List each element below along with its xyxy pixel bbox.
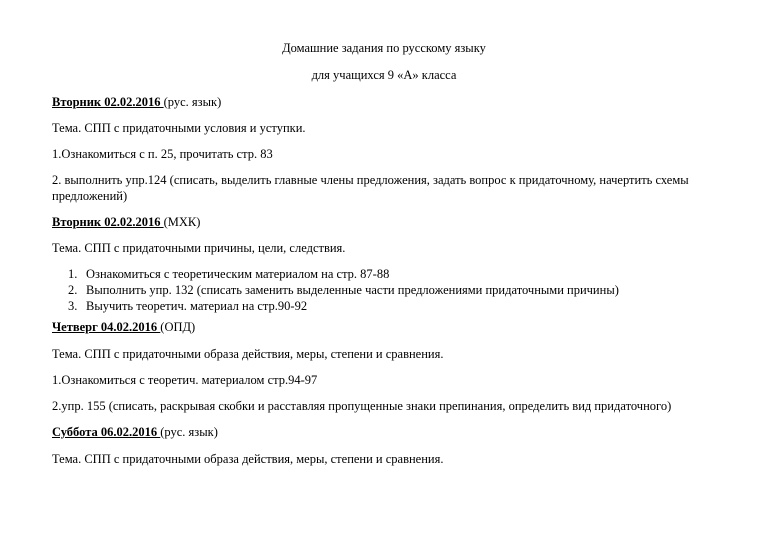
list-number: 2. <box>68 283 78 297</box>
list-number: 1. <box>68 267 78 281</box>
section-heading <box>52 319 732 335</box>
section-subject: (рус. язык) <box>160 425 218 439</box>
section-subject: (МХК) <box>163 215 201 229</box>
section-subject: (рус. язык) <box>163 95 222 109</box>
section-topic: Тема. СПП с придаточными образа действия, меры, степени и сравнения. <box>52 452 444 466</box>
list-item <box>68 298 619 314</box>
section-topic: Тема. СПП с придаточными образа действия, меры, степени и сравнения. <box>52 347 444 361</box>
list-item-text: Выучить теоретич. материал на стр.90-92 <box>86 299 308 313</box>
list-item-text: Выполнить упр. 132 (списать заменить выделенные части предложениями придаточными причины) <box>86 283 619 297</box>
document-subtitle: для учащихся 9 «А» класса <box>311 68 457 82</box>
section-day-date: Вторник 02.02.2016 <box>52 95 164 109</box>
section-subject: (ОПД) <box>160 320 196 334</box>
section-day-date: Суббота 06.02.2016 <box>52 425 161 439</box>
section-day-date: Вторник 02.02.2016 <box>52 215 164 229</box>
section-heading <box>52 424 732 440</box>
list-item <box>68 266 619 282</box>
list-item-text: Ознакомиться с теоретическим материалом на стр. 87-88 <box>86 267 390 281</box>
task-item: 2.упр. 155 (списать, раскрывая скобки и расставляя пропущенные знаки препинания, определить вид придаточного) <box>52 399 672 413</box>
task-item: 1.Ознакомиться с теоретич. материалом стр.94-97 <box>52 373 318 387</box>
section-topic: Тема. СПП с придаточными условия и уступки. <box>52 121 306 135</box>
list-number: 3. <box>68 299 78 313</box>
section-heading <box>52 94 732 110</box>
list-item <box>68 282 619 298</box>
section-topic: Тема. СПП с придаточными причины, цели, следствия. <box>52 241 346 255</box>
section-day-date: Четверг 04.02.2016 <box>52 320 161 334</box>
section-heading <box>52 214 732 230</box>
document-title: Домашние задания по русскому языку <box>282 41 486 55</box>
numbered-task-list <box>68 266 619 314</box>
task-item: 1.Ознакомиться с п. 25, прочитать стр. 83 <box>52 147 273 161</box>
task-item: 2. выполнить упр.124 (списать, выделить главные члены предложения, задать вопрос к придаточному, начертить схемы предложений) <box>52 173 689 203</box>
